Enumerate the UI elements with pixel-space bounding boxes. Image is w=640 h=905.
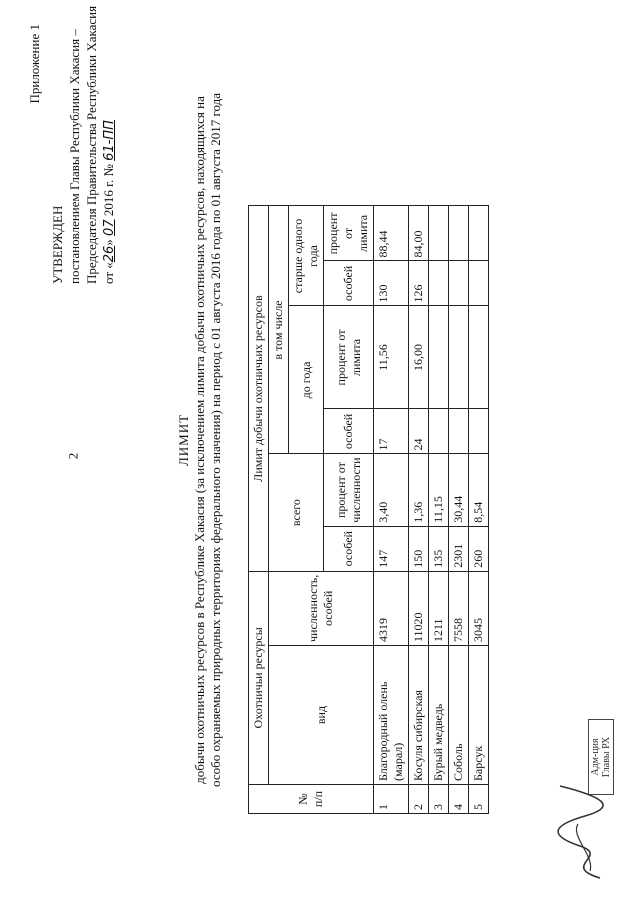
- rotated-page: [20, 5, 620, 890]
- cell-under-pct: [449, 306, 469, 409]
- cell-under-pct: [429, 306, 449, 409]
- cell-over-num: [469, 261, 489, 306]
- cell-population: 7558: [449, 571, 469, 645]
- cell-under-num: 17: [374, 409, 409, 454]
- approval-line-1: постановлением Главы Республики Хакасия –: [67, 29, 82, 284]
- cell-vid: Бурый медведь: [429, 646, 449, 785]
- cell-over-pct: [429, 206, 449, 261]
- header-over-year: старше одного года: [289, 206, 324, 306]
- cell-vid: Благородный олень (марал): [374, 646, 409, 785]
- cell-total: 260: [469, 526, 489, 571]
- cell-total: 135: [429, 526, 449, 571]
- table-row: [409, 206, 429, 814]
- cell-population: 1211: [429, 571, 449, 645]
- header-in-that: в том числе: [269, 206, 289, 454]
- cell-over-pct: 88,44: [374, 206, 409, 261]
- cell-under-pct: 11,56: [374, 306, 409, 409]
- cell-population: 11020: [409, 571, 429, 645]
- cell-total-pct: 3,40: [374, 454, 409, 526]
- cell-no: 4: [449, 785, 469, 814]
- cell-under-num: [429, 409, 449, 454]
- cell-no: 5: [469, 785, 489, 814]
- decree-number: 61-ПП: [102, 120, 117, 161]
- table-row: [374, 206, 409, 814]
- header-total-individuals: особей: [324, 526, 374, 571]
- date-month: 07: [102, 219, 117, 236]
- cell-under-pct: [469, 306, 489, 409]
- cell-over-num: 126: [409, 261, 429, 306]
- cell-over-pct: [469, 206, 489, 261]
- header-over-individuals: особей: [324, 261, 374, 306]
- header-limit: Лимит добычи охотничьих ресурсов: [249, 206, 269, 571]
- cell-over-num: [449, 261, 469, 306]
- table-row: [449, 206, 469, 814]
- stamp-line-2: Главы РХ: [601, 736, 612, 778]
- cell-over-pct: [449, 206, 469, 261]
- cell-total-pct: 11,15: [429, 454, 449, 526]
- table-row: [429, 206, 449, 814]
- approval-block: [26, 5, 118, 284]
- cell-total: 147: [374, 526, 409, 571]
- header-under-pct: процент от лимита: [324, 306, 374, 409]
- header-no: № п/п: [249, 785, 374, 814]
- date-prefix: от «: [101, 262, 116, 284]
- stamp-line-1: Адм-ция: [590, 738, 601, 776]
- date-mid: »: [101, 239, 116, 246]
- date-year: 2016 г. №: [101, 164, 116, 217]
- cell-no: 2: [409, 785, 429, 814]
- cell-over-num: [429, 261, 449, 306]
- cell-population: 3045: [469, 571, 489, 645]
- doc-title: ЛИМИТ: [176, 413, 191, 467]
- cell-total: 150: [409, 526, 429, 571]
- header-over-pct: процент от лимита: [324, 206, 374, 261]
- cell-vid: Соболь: [449, 646, 469, 785]
- header-population: численность, особей: [269, 571, 374, 645]
- title-block: [176, 70, 224, 810]
- header-vid: вид: [269, 646, 374, 785]
- header-under-year: до года: [289, 306, 324, 454]
- cell-over-pct: 84,00: [409, 206, 429, 261]
- header-total-pct: процент от численности: [324, 454, 374, 526]
- header-total: всего: [269, 454, 324, 571]
- header-under-individuals: особей: [324, 409, 374, 454]
- cell-no: 1: [374, 785, 409, 814]
- signature: [540, 776, 620, 886]
- cell-total: 2301: [449, 526, 469, 571]
- page-number: 2: [65, 452, 81, 460]
- date-day: 26: [102, 245, 117, 263]
- limits-table: [248, 205, 489, 814]
- title-line-2: особо охраняемых природных территориях федерального значения) на период с 01 августа 2016 года по 01 августа 2017 года: [208, 93, 223, 787]
- table-row: [469, 206, 489, 814]
- cell-under-pct: 16,00: [409, 306, 429, 409]
- cell-under-num: [469, 409, 489, 454]
- appendix-label: Приложение 1: [27, 24, 42, 104]
- approval-line-2: Председателя Правительства Республики Хакасия: [84, 5, 99, 284]
- cell-under-num: [449, 409, 469, 454]
- approval-date: [100, 24, 118, 284]
- cell-population: 4319: [374, 571, 409, 645]
- title-line-1: добычи охотничьих ресурсов в Республике Хакасия (за исключением лимита добычи охотничьих ресурсов, находящихся на: [192, 96, 207, 784]
- cell-total-pct: 30,44: [449, 454, 469, 526]
- approved-label: УТВЕРЖДЕН: [50, 205, 65, 284]
- cell-under-num: 24: [409, 409, 429, 454]
- header-resources: Охотничьи ресурсы: [249, 571, 269, 784]
- cell-vid: Барсук: [469, 646, 489, 785]
- cell-vid: Косуля сибирская: [409, 646, 429, 785]
- cell-total-pct: 1,36: [409, 454, 429, 526]
- cell-over-num: 130: [374, 261, 409, 306]
- cell-no: 3: [429, 785, 449, 814]
- cell-total-pct: 8,54: [469, 454, 489, 526]
